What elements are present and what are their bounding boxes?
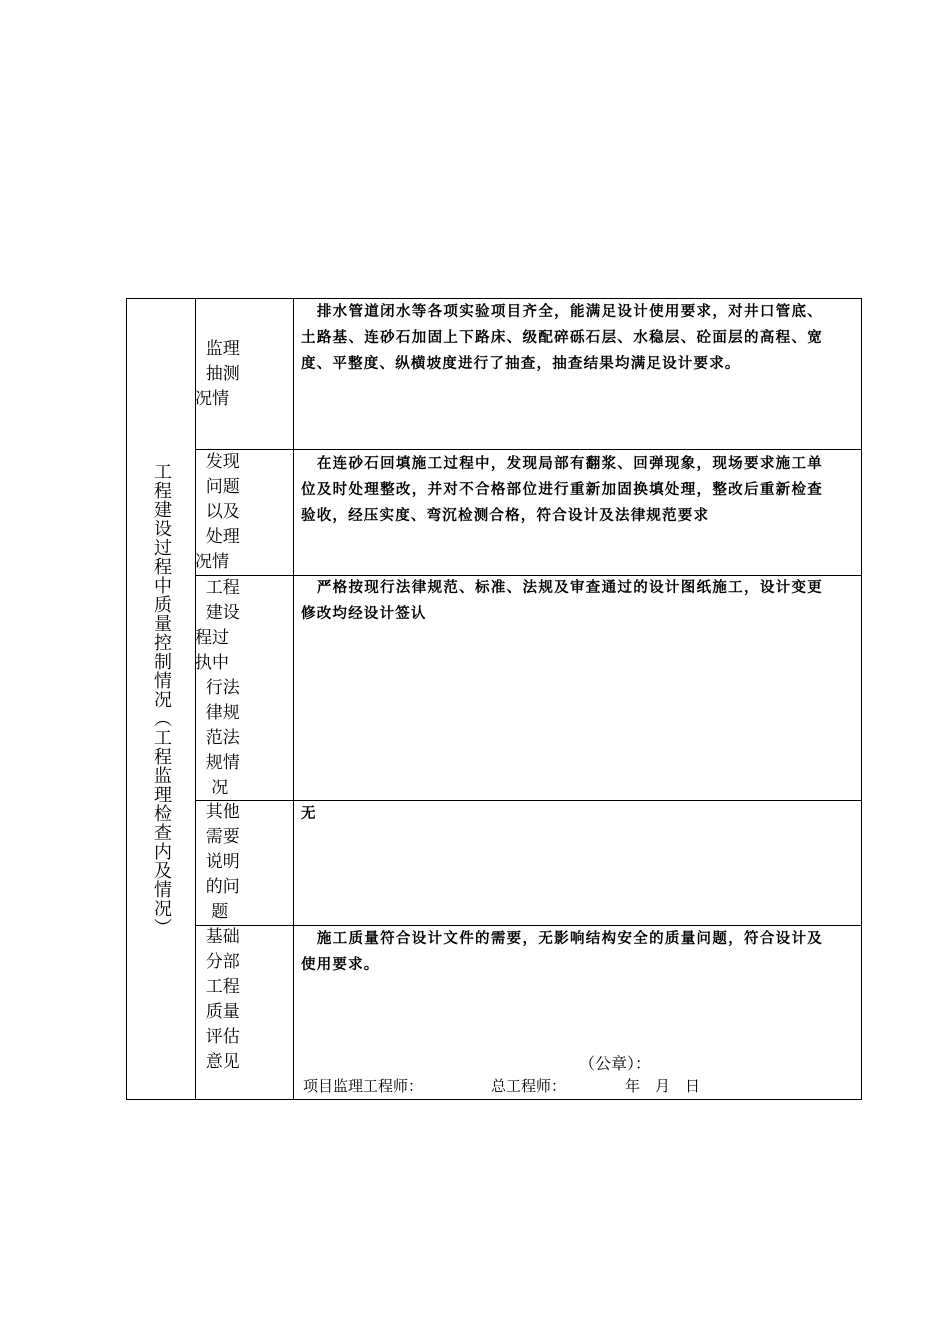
column-divider-2 (293, 299, 294, 1099)
signature-row (303, 1075, 700, 1096)
row-label-assessment-opinion: 基础 分部 工程 质量 评估 意见 (195, 927, 240, 1072)
side-title-cell (127, 299, 195, 1099)
supervisor-signature-label: 项目监理工程师： (303, 1077, 424, 1095)
row-content-law-compliance: 严格按现行法律规范、标准、法规及审查通过的设计图纸施工，设计变更修改均经设计签认 (301, 579, 823, 622)
quality-control-table (126, 298, 862, 1100)
row-content-assessment-opinion: 施工质量符合设计文件的需要，无影响结构安全的质量问题，符合设计及使用要求。 (301, 930, 823, 973)
row-content-supervision-sampling: 排水管道闭水等各项实验项目齐全，能满足设计使用要求，对井口管底、土路基、连砂石加固上下路床、级配碎砾石层、水稳层、砼面层的高程、宽度、平整度、纵横坡度进行了抽查，抽查结果均满足设计要求。 (301, 303, 823, 372)
row-content-other-issues: 无 (301, 805, 317, 822)
row-content-problems-found: 在连砂石回填施工过程中，发现局部有翻浆、回弹现象，现场要求施工单位及时处理整改，并对不合格部位进行重新加固换填处理，整改后重新检查验收，经压实度、弯沉检测合格，符合设计及法律规范要求 (301, 455, 823, 524)
side-title: 工程建设过程中质量控制情况（工程监理检查内及情况） (151, 461, 172, 937)
row-label-supervision-sampling: 监理 抽测 况情 (195, 339, 240, 409)
row-label-problems-found: 发现 问题 以及 处理 况情 (195, 452, 240, 572)
official-seal-label: （公章）： (579, 1054, 652, 1073)
row-label-other-issues: 其他 需要 说明 的问 题 (195, 802, 240, 922)
row-divider-1 (195, 449, 861, 450)
row-label-law-compliance: 工程 建设 程过 执中 行法 律规 范法 规情 况 (195, 578, 240, 798)
chief-engineer-signature-label: 总工程师： (491, 1077, 567, 1095)
date-label: 年 月 日 (625, 1077, 701, 1095)
